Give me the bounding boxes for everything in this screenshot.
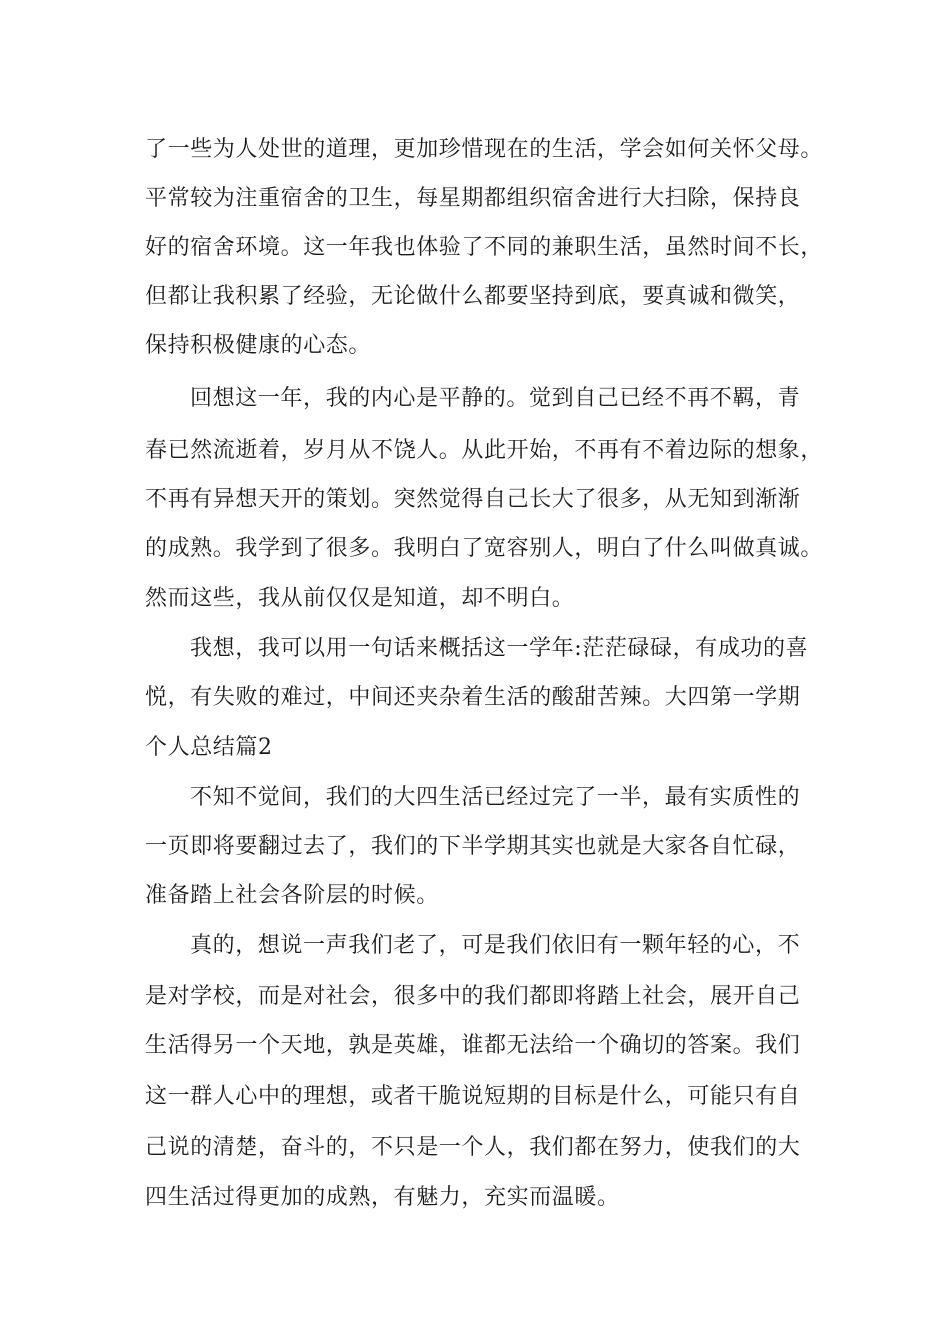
text-line: 但都让我积累了经验，无论做什么都要坚持到底，要真诚和微笑， [145,284,801,309]
text-line: 一页即将要翻过去了，我们的下半学期其实也就是大家各自忙碌， [145,834,801,859]
text-line: 己说的清楚，奋斗的，不只是一个人，我们都在努力，使我们的大 [145,1135,801,1160]
text-line: 然而这些，我从前仅仅是知道，却不明白。 [145,586,575,611]
text-line: 好的宿舍环境。这一年我也体验了不同的兼职生活，虽然时间不长， [145,235,824,260]
text-line: 保持积极健康的心态。 [145,333,372,358]
text-line: 平常较为注重宿舍的卫生，每星期都组织宿舍进行大扫除，保持良 [145,186,801,211]
text-line: 这一群人心中的理想，或者干脆说短期的目标是什么，可能只有自 [145,1084,801,1109]
text-line: 四生活过得更加的成熟，有魅力，充实而温暖。 [145,1185,620,1210]
text-line: 了一些为人处世的道理，更加珍惜现在的生活，学会如何关怀父母。 [145,137,824,162]
section-heading-line: 个人总结篇2 [145,735,273,760]
paragraph-start-line: 回想这一年，我的内心是平静的。觉到自己已经不再不羁，青 [190,386,801,411]
text-line: 生活得另一个天地，孰是英雄，谁都无法给一个确切的答案。我们 [145,1033,801,1058]
text-line: 是对学校，而是对社会，很多中的我们都即将踏上社会，展开自己 [145,984,801,1009]
paragraph-start-line: 不知不觉间，我们的大四生活已经过完了一半，最有实质性的 [190,785,801,810]
text-line: 不再有异想天开的策划。突然觉得自己长大了很多，从无知到渐渐 [145,487,801,512]
text-line: 春已然流逝着，岁月从不饶人。从此开始，不再有不着边际的想象， [145,438,824,463]
text-line: 准备踏上社会各阶层的时候。 [145,883,439,908]
paragraph-start-line: 真的，想说一声我们老了，可是我们依旧有一颗年轻的心，不 [190,933,801,958]
text-line: 的成熟。我学到了很多。我明白了宽容别人，明白了什么叫做真诚。 [145,536,824,561]
text-line: 悦，有失败的难过，中间还夹杂着生活的酸甜苦辣。大四第一学期 [145,685,801,710]
paragraph-start-line: 我想，我可以用一句话来概括这一学年:茫茫碌碌，有成功的喜 [190,636,809,661]
